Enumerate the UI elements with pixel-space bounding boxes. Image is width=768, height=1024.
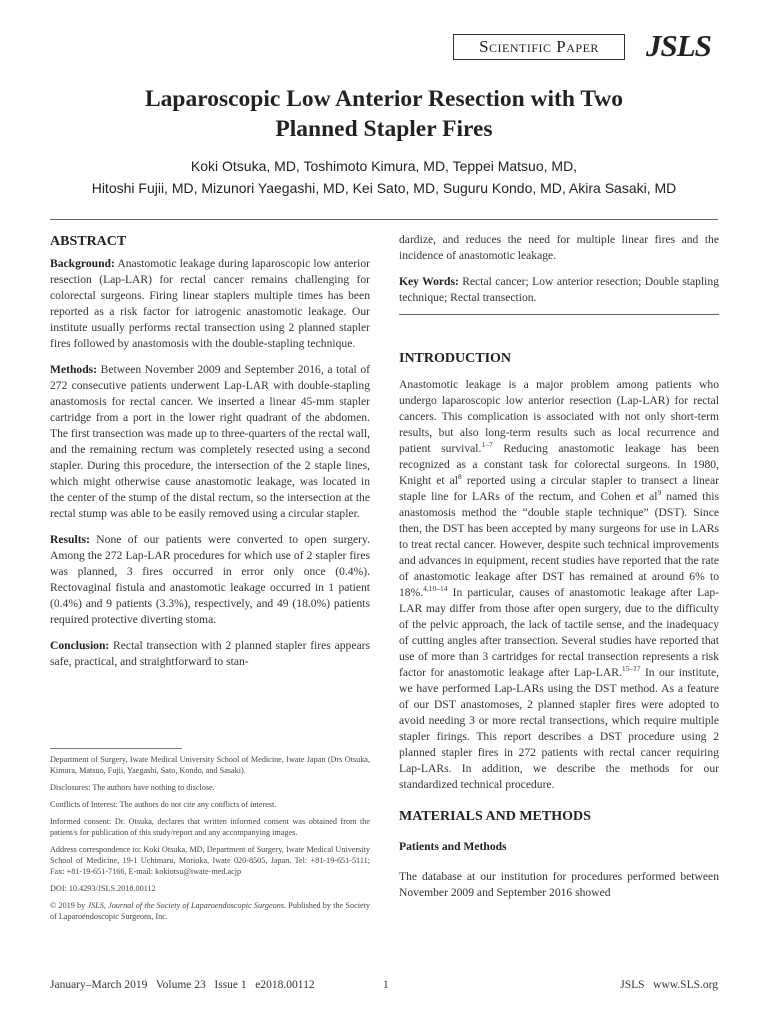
footnote-doi: DOI: 10.4293/JSLS.2018.00112 bbox=[50, 884, 156, 893]
abstract-results bbox=[50, 532, 370, 628]
footnote-copyright: © 2019 by JSLS, Journal of the Society of Laparoendoscopic Surgeons. Published by the Society of Laparoendoscopic Surgeons, Inc. bbox=[50, 901, 370, 921]
background-label: Background: bbox=[50, 257, 115, 270]
background-text: Anastomotic leakage during laparoscopic low anterior resection (Lap-LAR) for rectal cancer remains challenging for colorectal surgeons. Firing linear staplers multiple times has been reported as a risk factor for iatrogenic anastomotic leakage. Our institute usually performs rectal transection using 2 planned stapler fires followed by anastomosis with the double-stapling technique. bbox=[50, 257, 370, 350]
methods-text: Between November 2009 and September 2016, a total of 272 consecutive patients underwent Lap-LAR with double-stapling anastomosis for rectal cancer. We inserted a linear 45-mm stapler cartridge from a port in the lower right quadrant of the abdomen. The first transection was made up to three-quarters of the rectal wall, and the remaining rectum was completely resected using a second stapler. During this procedure, the intersection of the 2 staple lines, which might otherwise cause anastomotic leakage, was located in the center of the stump of the distal rectum, so the intersection at the rectal stump was able to be easily removed using a circular stapler. bbox=[50, 363, 370, 520]
footnote-affiliation: Department of Surgery, Iwate Medical University School of Medicine, Iwate Japan (Drs Otsuka, Kimura, Matsuo, Fujii, Yaegashi, Sato, Kondo, and Sasaki). bbox=[50, 755, 370, 775]
title-line-1: Laparoscopic Low Anterior Resection with Two bbox=[144, 86, 624, 112]
title-line-2: Planned Stapler Fires bbox=[275, 116, 493, 142]
header-divider bbox=[50, 219, 718, 220]
abstract-methods bbox=[50, 362, 370, 522]
abstract-end-divider bbox=[399, 314, 719, 315]
authors-line-1: Koki Otsuka, MD, Toshimoto Kimura, MD, Teppei Matsuo, MD, bbox=[190, 158, 578, 174]
footnotes bbox=[50, 754, 370, 928]
footnote-divider bbox=[50, 748, 182, 749]
citation-ref: 15–17 bbox=[621, 664, 641, 674]
footnote-conflicts: Conflicts of Interest: The authors do not cite any conflicts of interest. bbox=[50, 800, 277, 809]
citation-ref: 4,10–14 bbox=[423, 584, 448, 594]
conclusion-text: Rectal transection with 2 planned stapler fires appears safe, practical, and straightforward to stan- bbox=[50, 639, 370, 668]
abstract-heading: ABSTRACT bbox=[50, 234, 127, 249]
author-list bbox=[30, 155, 738, 199]
journal-logo: JSLS bbox=[646, 28, 711, 63]
left-column bbox=[50, 232, 370, 670]
abstract-background bbox=[50, 256, 370, 352]
keywords-label: Key Words: bbox=[399, 275, 459, 288]
keywords bbox=[399, 274, 719, 306]
footnote-disclosures: Disclosures: The authors have nothing to disclose. bbox=[50, 783, 215, 792]
copyright-journal-name: JSLS, Journal of the Society of Laparoendoscopic Surgeons bbox=[87, 901, 285, 910]
patients-methods-subheading: Patients and Methods bbox=[399, 840, 507, 853]
results-label: Results: bbox=[50, 533, 90, 546]
citation-ref: 9 bbox=[657, 488, 662, 498]
abstract-conclusion bbox=[50, 638, 370, 670]
issue-info: January–March 2019 Volume 23 Issue 1 e2018.00112 bbox=[50, 979, 315, 991]
introduction-heading: INTRODUCTION bbox=[399, 351, 512, 366]
footnote-correspondence: Address correspondence to: Koki Otsuka, MD, Department of Surgery, Iwate Medical University School of Medicine, 19-1 Uchimaru, Morioka, Iwate 020-8505, Japan. Tel: +81-19-651-5111; Fax: +81-19-651-7166, E-mail: kokiotsu@iwate-med.acjp bbox=[50, 845, 370, 876]
introduction-paragraph: Anastomotic leakage is a major problem among patients who undergo laparoscopic low anterior resection (Lap-LAR) for rectal cancers. This complication is associated with not only short-term results, but also long-term results such as local recurrence and patient survival.$^{1-7}$ Reducing anastomotic leakage has been recognized as a constant task for colorectal surgeons. In 1980, Knight et $al^8$ reported using a circular stapler to transect a linear staple line for LARs of the rectum, and Cohen et $al^9$ named this anastomosis method the “double staple technique” (DST). Since then, the DST has been accepted by many surgeons for use in LARs to treat rectal cancer. However, despite such technical improvements and advances in equipment, recent studies have reported that the rate of anastomotic leakage after DST has remained at around 6% to 18%.$^{4,10-14}$ In particular, causes of anastomotic leakage after Lap-LAR may differ from those after open surgery, due to the difficulty of the pelvic approach, the lack of tactile sense, and the inadequacy of cutting angles after transection. Several studies have reported that use of more than 3 cartridges for rectal transection represents a risk factor for anastomotic leakage after Lap-LAR.$^{15-17}$ In our institute, we have performed Lap-LARs using the DST method. As a feature of our DST anastomoses, 2 planned stapler fires were adopted to avoid needing 3 or more rectal transections, which require multiple stapler firings. This report describes a DST procedure using 2 planned stapler fires in 272 patients with rectal cancer requiring Lap-LARs. In addition, we describe the methods for our standardized technical procedure. bbox=[399, 378, 720, 791]
methods-paragraph: The database at our institution for procedures performed between November 2009 and September 2016 showed bbox=[399, 870, 719, 899]
article-title bbox=[40, 84, 728, 144]
abstract-conclusion-continued: dardize, and reduces the need for multiple linear fires and the incidence of anastomotic leakage. bbox=[399, 233, 719, 262]
page-number: 1 bbox=[383, 979, 389, 991]
methods-label: Methods: bbox=[50, 363, 98, 376]
citation-ref: 8 bbox=[458, 472, 462, 482]
footnote-consent: Informed consent: Dr. Otsuka, declares that written informed consent was obtained from the patient/s for publication of this study/report and any accompanying images. bbox=[50, 817, 370, 837]
section-label: Scientific Paper bbox=[453, 34, 625, 60]
conclusion-label: Conclusion: bbox=[50, 639, 110, 652]
keywords-text: Rectal cancer; Low anterior resection; Double stapling technique; Rectal transection. bbox=[399, 275, 719, 304]
journal-site: JSLS www.SLS.org bbox=[620, 979, 718, 991]
authors-line-2: Hitoshi Fujii, MD, Mizunori Yaegashi, MD, Kei Sato, MD, Suguru Kondo, MD, Akira Sasaki, MD bbox=[91, 180, 677, 196]
citation-ref: 1–7 bbox=[481, 440, 493, 450]
materials-methods-heading: MATERIALS AND METHODS bbox=[399, 809, 591, 824]
results-text: None of our patients were converted to open surgery. Among the 272 Lap-LAR procedures for which use of 2 stapler fires was planned, 3 fires occurred in error only once (0.4%). Rectovaginal fistula and anastomotic leakage occurred in 1 patient (0.4%) and 9 patients (3.3%), respectively, and 49 (18.0%) patients required protective diverting stoma. bbox=[50, 533, 370, 626]
page-footer bbox=[50, 979, 718, 995]
right-column bbox=[399, 232, 719, 901]
